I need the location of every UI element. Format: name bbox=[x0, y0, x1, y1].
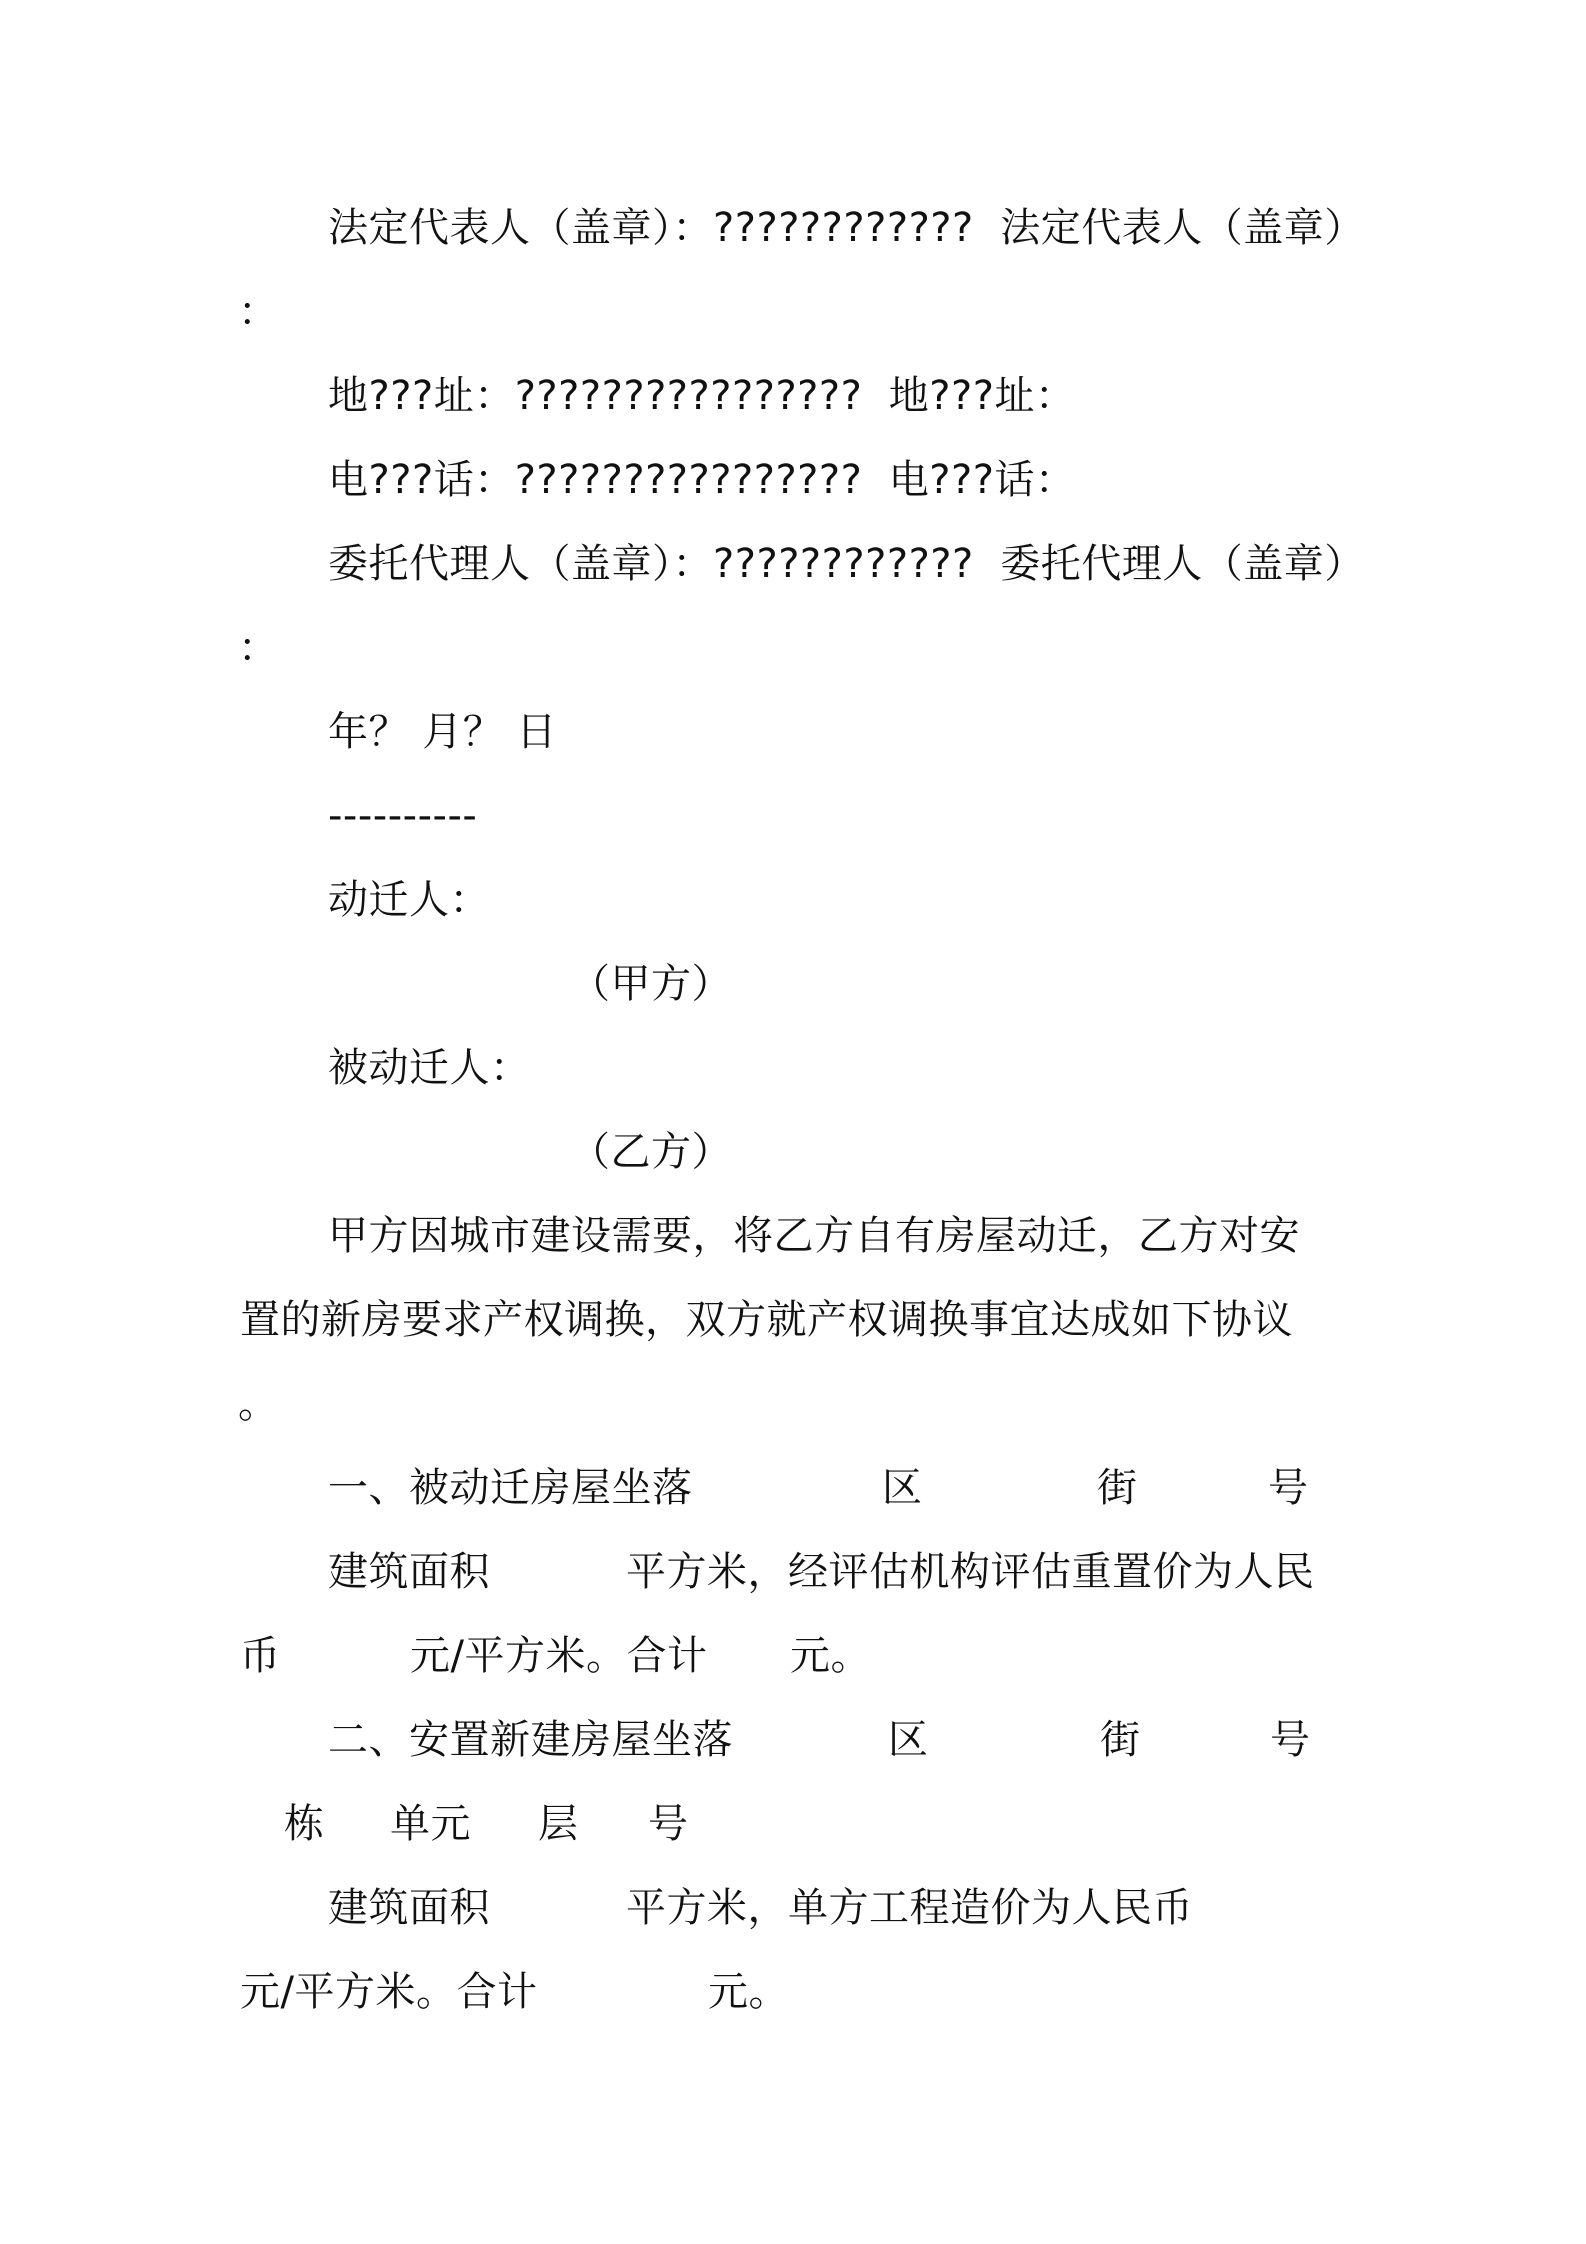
clause-1-area-label: 建筑面积 bbox=[328, 1549, 490, 1595]
clause-1-total: 元。 bbox=[790, 1633, 871, 1679]
clause-2-area-label: 建筑面积 bbox=[328, 1885, 490, 1931]
clause-1-number: 号 bbox=[1268, 1465, 1309, 1511]
clause-2-total: 元。 bbox=[708, 1969, 789, 2015]
clause-2-area-text: 平方米，单方工程造价为人民币 bbox=[626, 1885, 1193, 1931]
clause-2-number: 号 bbox=[1270, 1717, 1311, 1763]
party-a-label: （甲方） bbox=[570, 961, 732, 1007]
clause-2-building: 栋 bbox=[284, 1801, 325, 1847]
preamble-line-2: 置的新房要求产权调换，双方就产权调换事宜达成如下协议 bbox=[240, 1297, 1293, 1343]
clause-2-unit-price: 元/平方米。合计 bbox=[240, 1969, 538, 2015]
clause-1-unit-price: 元/平方米。合计 bbox=[410, 1633, 708, 1679]
address-line: 地???址：???????????????? 地???址： bbox=[328, 373, 1076, 419]
relocatee-label: 被动迁人： bbox=[328, 1045, 531, 1091]
separator-line: ---------- bbox=[328, 793, 478, 839]
clause-2-floor: 层 bbox=[538, 1801, 579, 1847]
date-line: 年？ 月？ 日 bbox=[328, 709, 557, 755]
clause-1-street: 街 bbox=[1097, 1465, 1138, 1511]
clause-1-currency: 币 bbox=[240, 1633, 281, 1679]
relocator-label: 动迁人： bbox=[328, 877, 490, 923]
colon-continuation: ： bbox=[238, 625, 279, 671]
clause-1-district: 区 bbox=[882, 1465, 923, 1511]
agent-seal-line: 委托代理人（盖章）：???????????? 委托代理人（盖章） bbox=[328, 541, 1365, 587]
clause-2-room-number: 号 bbox=[648, 1801, 689, 1847]
party-b-label: （乙方） bbox=[570, 1129, 732, 1175]
preamble-line-1: 甲方因城市建设需要，将乙方自有房屋动迁，乙方对安 bbox=[328, 1213, 1300, 1259]
clause-1-area-text: 平方米，经评估机构评估重置价为人民 bbox=[626, 1549, 1315, 1595]
clause-2-unit: 单元 bbox=[390, 1801, 471, 1847]
phone-line: 电???话：???????????????? 电???话： bbox=[328, 457, 1076, 503]
clause-1-title: 一、被动迁房屋坐落 bbox=[328, 1465, 693, 1511]
clause-2-title: 二、安置新建房屋坐落 bbox=[328, 1717, 733, 1763]
clause-2-street: 街 bbox=[1100, 1717, 1141, 1763]
clause-2-district: 区 bbox=[888, 1717, 929, 1763]
colon-continuation: ： bbox=[238, 289, 279, 335]
preamble-line-3: 。 bbox=[238, 1381, 279, 1427]
legal-rep-seal-line: 法定代表人（盖章）：???????????? 法定代表人（盖章） bbox=[328, 205, 1365, 251]
